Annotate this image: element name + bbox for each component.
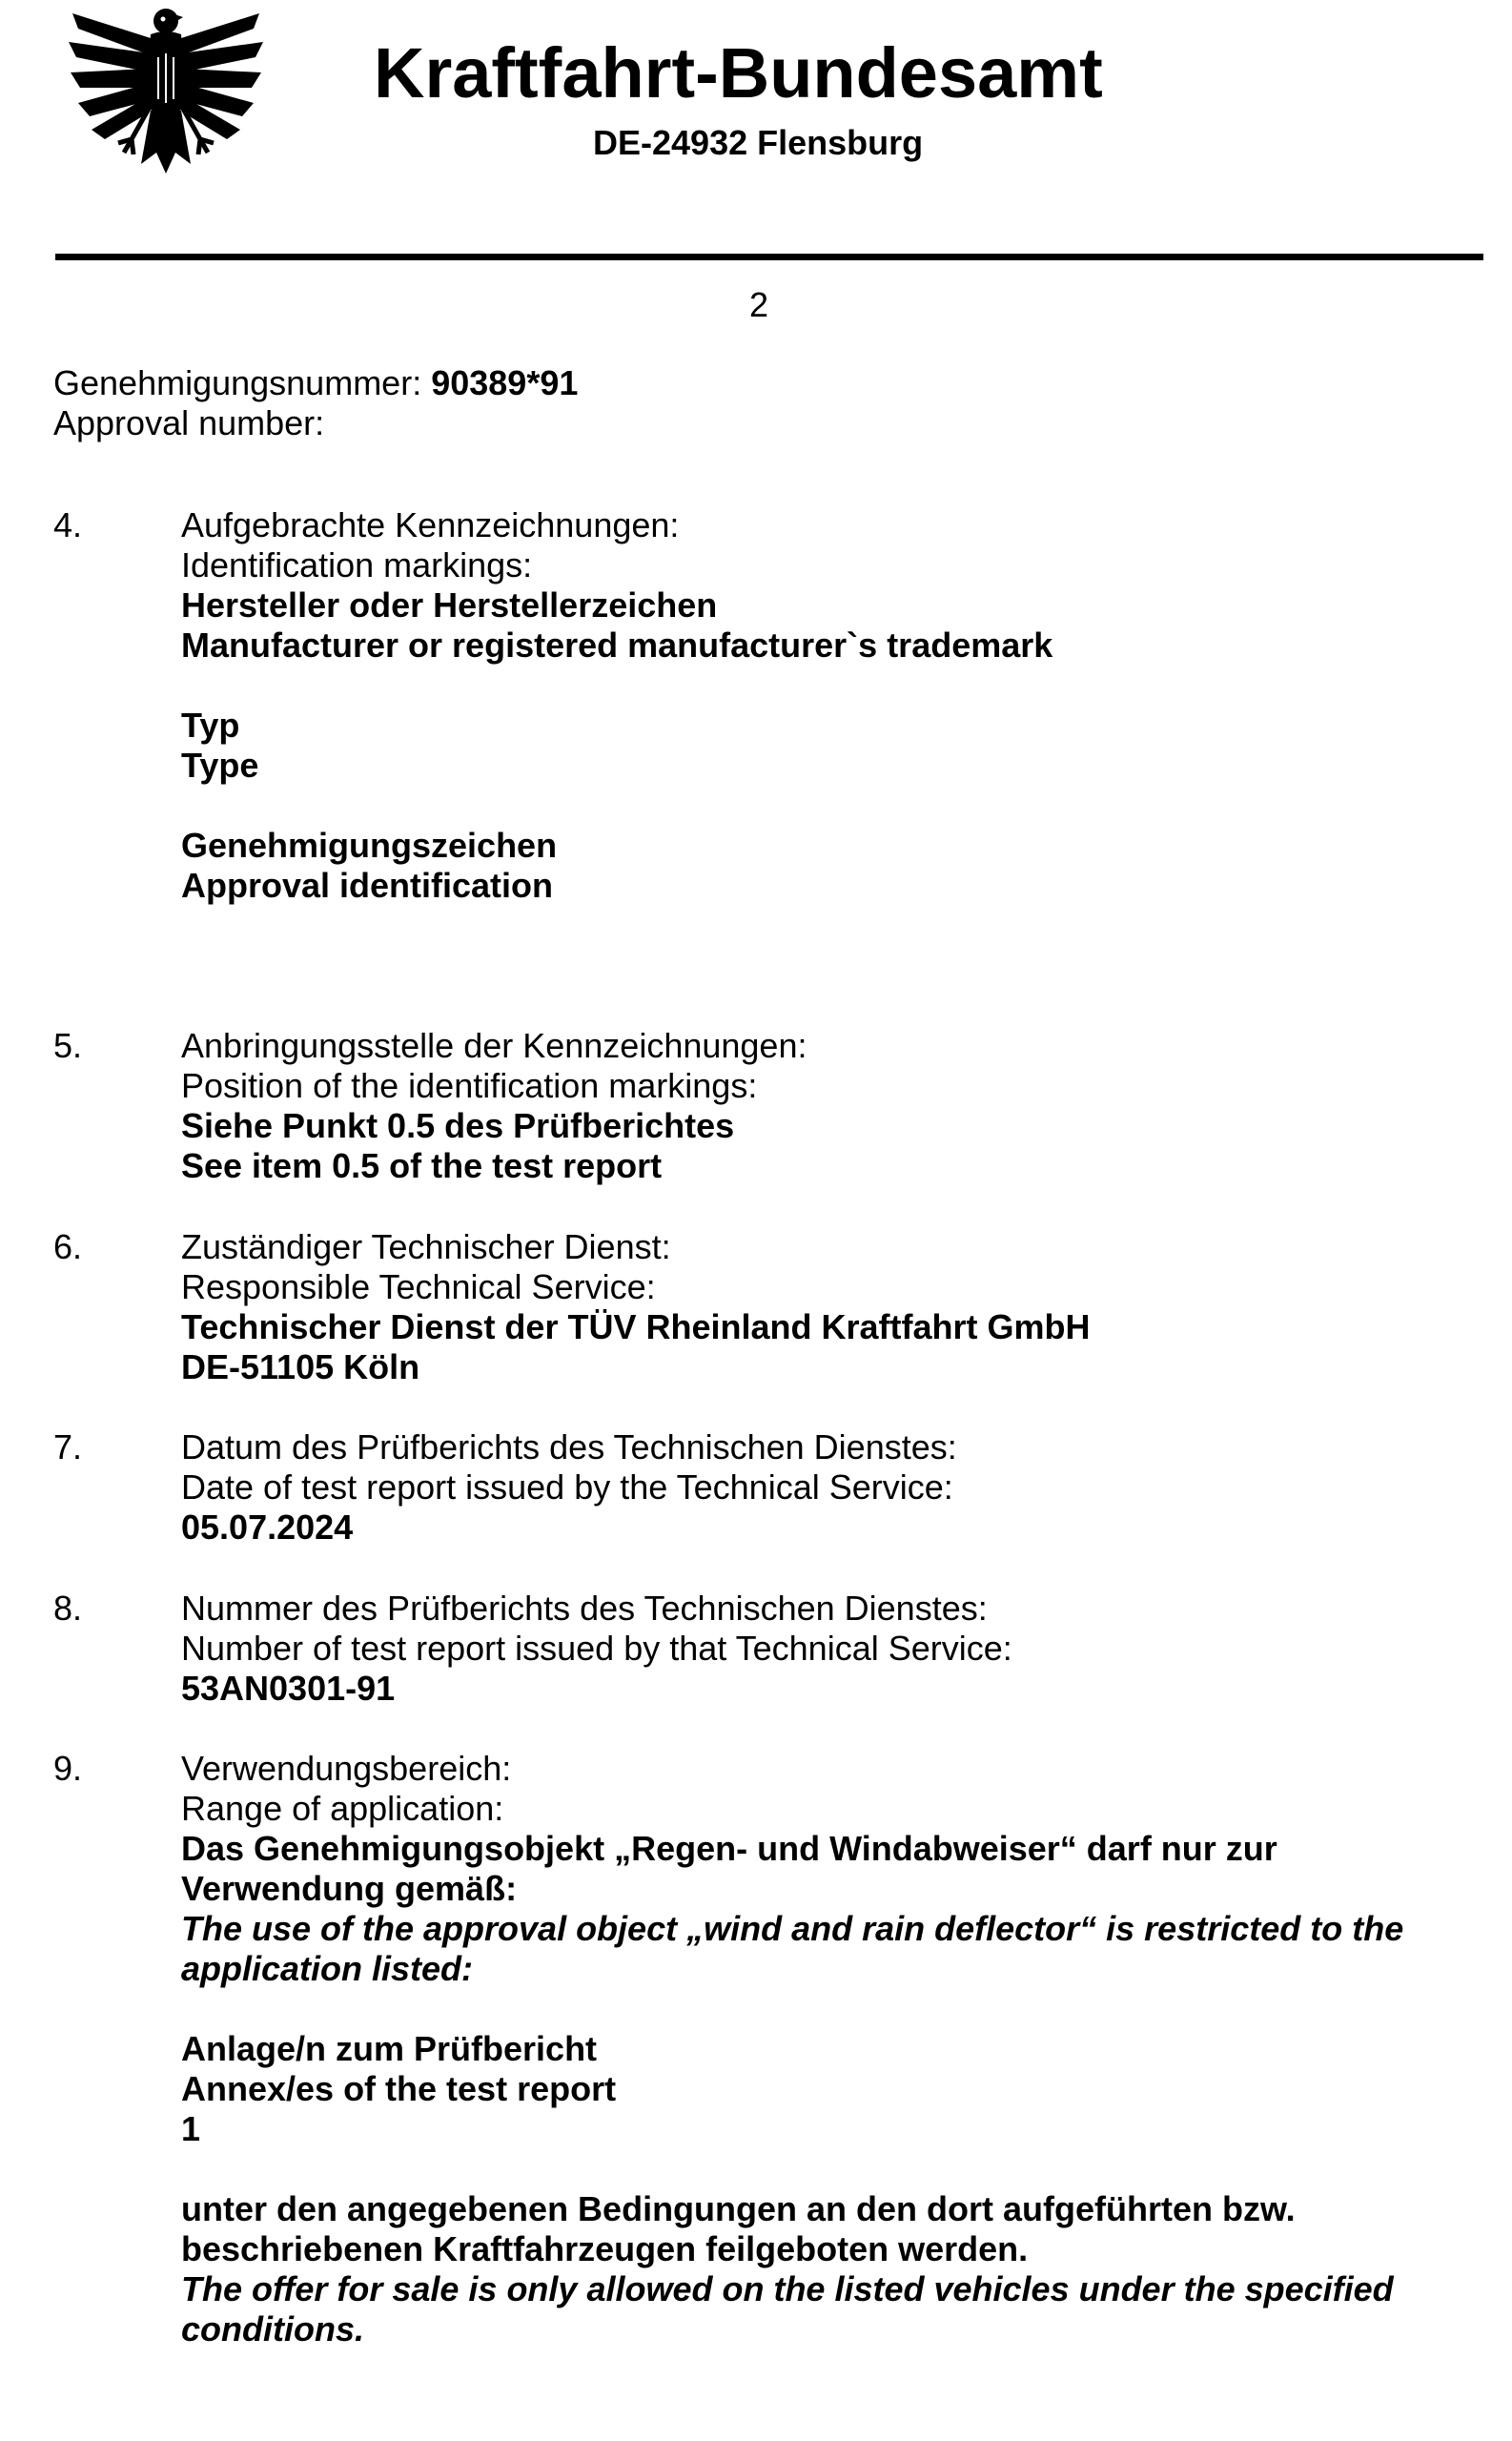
section-number: 4. — [53, 505, 83, 544]
section-number: 8. — [53, 1589, 83, 1628]
condition-text-en-line-2: conditions. — [181, 2309, 364, 2349]
condition-text-de-line-2: beschriebenen Kraftfahrzeugen feilgeboten werden. — [181, 2229, 1029, 2268]
approval-number-label-en: Approval number: — [53, 403, 325, 442]
section-body — [181, 1589, 1459, 1709]
section-title-en: Responsible Technical Service: — [181, 1267, 656, 1306]
technical-service-address: DE-51105 Köln — [181, 1347, 420, 1386]
header-divider — [55, 254, 1483, 260]
section-value-de: Siehe Punkt 0.5 des Prüfberichtes — [181, 1106, 735, 1145]
section-title-en: Range of application: — [181, 1789, 504, 1828]
restriction-text-de-line-2: Verwendung gemäß: — [181, 1869, 518, 1908]
section-title-de: Verwendungsbereich: — [181, 1749, 512, 1788]
technical-service-name: Technischer Dienst der TÜV Rheinland Kraftfahrt GmbH — [181, 1307, 1091, 1346]
section-title-de: Datum des Prüfberichts des Technischen Dienstes: — [181, 1427, 957, 1467]
section-number: 5. — [53, 1026, 83, 1065]
section-title-de: Zuständiger Technischer Dienst: — [181, 1227, 671, 1266]
approval-mark-label-de: Genehmigungszeichen — [181, 826, 558, 865]
section-number: 6. — [53, 1227, 83, 1266]
test-report-number: 53AN0301-91 — [181, 1669, 396, 1708]
approval-number-value: 90389*91 — [431, 363, 579, 402]
approval-number-label-de: Genehmigungsnummer: — [53, 363, 422, 402]
approval-number-block — [53, 363, 578, 443]
restriction-text-en-line-1: The use of the approval object „wind and rain deflector“ is restricted to the — [181, 1909, 1404, 1948]
section-body — [181, 1427, 1459, 1548]
section-body — [181, 1026, 1459, 1186]
authority-address: DE-24932 Flensburg — [593, 123, 924, 162]
annex-label-en: Annex/es of the test report — [181, 2069, 617, 2108]
section-number: 9. — [53, 1749, 83, 1788]
section-title-de: Anbringungsstelle der Kennzeichnungen: — [181, 1026, 807, 1065]
section-body — [181, 505, 1459, 906]
section-title-de: Nummer des Prüfberichts des Technischen Dienstes: — [181, 1589, 988, 1628]
manufacturer-label-en: Manufacturer or registered manufacturer`s trademark — [181, 626, 1053, 665]
authority-name: Kraftfahrt-Bundesamt — [374, 33, 1103, 113]
section-title-en: Position of the identification markings: — [181, 1066, 758, 1105]
type-label-de: Typ — [181, 706, 240, 745]
condition-text-de-line-1: unter den angegebenen Bedingungen an den dort aufgeführten bzw. — [181, 2189, 1296, 2228]
annex-label-de: Anlage/n zum Prüfbericht — [181, 2029, 598, 2068]
section-body — [181, 1749, 1459, 2349]
section-title-en: Identification markings: — [181, 545, 533, 585]
section-title-en: Number of test report issued by that Technical Service: — [181, 1629, 1012, 1668]
section-title-en: Date of test report issued by the Technical Service: — [181, 1467, 953, 1507]
approval-number-line — [53, 363, 578, 403]
restriction-text-de-line-1: Das Genehmigungsobjekt „Regen- und Windabweiser“ darf nur zur — [181, 1829, 1277, 1868]
annex-value: 1 — [181, 2109, 201, 2148]
test-report-date: 05.07.2024 — [181, 1508, 354, 1547]
section-value-en: See item 0.5 of the test report — [181, 1146, 663, 1185]
section-body — [181, 1227, 1459, 1387]
approval-mark-label-en: Approval identification — [181, 866, 554, 905]
restriction-text-en-line-2: application listed: — [181, 1949, 474, 1988]
federal-eagle-icon — [65, 0, 267, 186]
page-number: 2 — [749, 285, 769, 324]
type-label-en: Type — [181, 746, 259, 785]
manufacturer-label-de: Hersteller oder Herstellerzeichen — [181, 585, 718, 625]
section-title-de: Aufgebrachte Kennzeichnungen: — [181, 505, 680, 544]
condition-text-en-line-1: The offer for sale is only allowed on the listed vehicles under the specified — [181, 2269, 1394, 2308]
section-number: 7. — [53, 1427, 83, 1467]
